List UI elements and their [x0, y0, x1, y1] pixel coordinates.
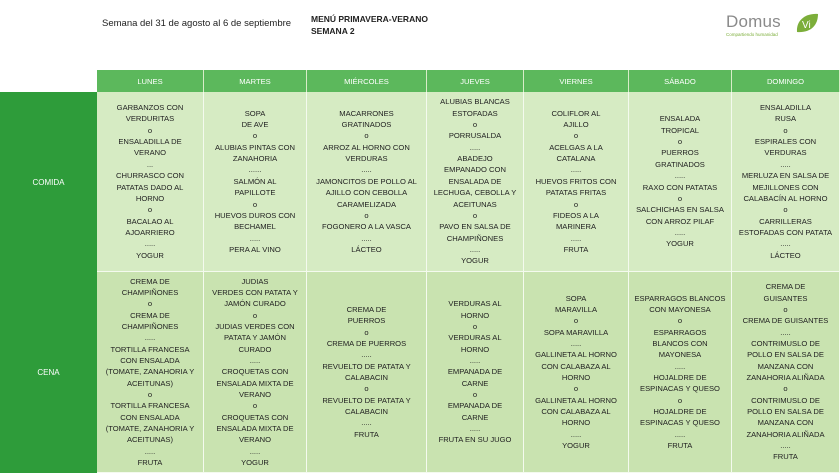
dish-line: CON CALABAZA AL — [541, 361, 611, 371]
logo-wordmark: Domus — [726, 12, 781, 31]
dish-line: CARNE — [461, 378, 489, 388]
dish-line: CREMA DE GUISANTES — [742, 316, 829, 326]
dish-line: o — [573, 199, 579, 209]
dish-line: MANZANA CON — [757, 361, 814, 371]
menu-cell — [732, 92, 840, 272]
dish-line: CHAMPIÑONES — [446, 233, 504, 243]
dish-line: ESPINACAS Y QUESO — [640, 418, 720, 428]
dish-line: CROQUETAS CON — [221, 367, 289, 377]
dish-line: YOGUR — [136, 250, 164, 260]
dish-line: YOGUR — [666, 239, 694, 249]
dish-line: PATATA Y JAMÓN — [224, 333, 286, 343]
menu-cell — [629, 92, 732, 272]
dish-line: POLLO EN SALSA DE — [747, 407, 824, 417]
dish-line: VERDES CON PATATA Y — [212, 287, 298, 297]
dish-line: ..... — [674, 361, 686, 371]
dish-line: BECHAMEL — [234, 222, 276, 232]
dish-line: REVUELTO DE PATATA Y — [322, 395, 411, 405]
domus-logo — [724, 12, 824, 40]
menu-title — [311, 13, 428, 37]
menu-cell — [97, 272, 204, 473]
dish-line: LÁCTEO — [351, 244, 382, 254]
dish-line: ..... — [780, 159, 791, 169]
dish-line: ..... — [570, 165, 582, 175]
dish-line: o — [252, 131, 258, 141]
dish-line: ALUBIAS PINTAS CON — [214, 142, 296, 152]
menu-title-line: MENÚ PRIMAVERA-VERANO — [311, 14, 428, 24]
dish-list — [434, 96, 517, 266]
dish-line: EMPANADO CON — [444, 165, 506, 175]
dish-line: YOGUR — [241, 458, 269, 468]
dish-line: SALCHICHAS EN SALSA — [636, 205, 724, 215]
menu-cell — [427, 272, 524, 473]
dish-line: CON MAYONESA — [649, 304, 711, 314]
dish-line: CREMA DE — [346, 304, 387, 314]
dish-list — [636, 113, 724, 249]
menu-cell — [524, 92, 629, 272]
dish-line: CON ENSALADA — [120, 355, 180, 365]
dish-line: VERANO — [238, 390, 272, 400]
dish-line: ACEITUNAS) — [126, 378, 173, 388]
dish-list — [536, 108, 617, 255]
dish-list — [316, 108, 417, 255]
dish-line: ALUBIAS BLANCAS — [440, 97, 510, 107]
dish-line: ACEITUNAS — [453, 199, 497, 209]
dish-line: CARRILLERAS — [759, 216, 812, 226]
week-range: Semana del 31 de agosto al 6 de septiembre — [102, 18, 292, 29]
dish-line: RUSA — [774, 114, 797, 124]
dish-line: SALMÓN AL — [233, 176, 277, 186]
dish-line: o — [364, 327, 369, 337]
dish-line: ..... — [469, 244, 481, 254]
dish-line: JAMÓN CURADO — [224, 299, 286, 309]
dish-line: ..... — [469, 424, 481, 434]
dish-line: ..... — [361, 418, 372, 428]
dish-line: ENSALADA — [659, 114, 701, 124]
dish-line: HORNO — [561, 373, 591, 382]
dish-line: o — [147, 299, 153, 309]
menu-cell — [97, 92, 204, 272]
dish-line: o — [677, 193, 683, 203]
dish-line: DE AVE — [241, 120, 269, 130]
dish-line: VERDURITAS — [125, 114, 175, 124]
dish-line: MARAVILLA — [554, 304, 598, 314]
day-header: JUEVES — [427, 70, 524, 92]
dish-line: HORNO — [135, 193, 165, 203]
dish-line: MACARRONES — [339, 108, 394, 118]
dish-line: BLANCOS CON — [652, 338, 708, 348]
dish-line: ZANAHORIA ALIÑADA — [746, 373, 825, 382]
dish-line: MANZANA CON — [757, 418, 814, 428]
dish-line: COLIFLOR AL — [551, 108, 601, 118]
dish-line: HORNO — [460, 310, 490, 320]
dish-line: o — [147, 125, 153, 135]
dish-line: PUERROS — [347, 316, 386, 326]
dish-line: o — [364, 384, 369, 394]
dish-line: FRUTA — [667, 441, 693, 451]
dish-line: AJILLO — [563, 120, 589, 130]
dish-line: AJILLO CON CEBOLLA — [325, 188, 408, 198]
dish-line: FRUTA — [354, 429, 379, 439]
dish-line: CURADO — [238, 344, 272, 354]
dish-line: ..... — [570, 338, 582, 348]
dish-line: PAPILLOTE — [234, 188, 276, 198]
dish-line: o — [677, 316, 683, 326]
dish-line: ENSALADA MIXTA DE — [216, 424, 294, 434]
dish-line: JUDIAS VERDES CON — [215, 321, 295, 331]
dish-line: MARINERA — [555, 222, 597, 232]
dish-line: ..... — [780, 239, 791, 249]
dish-line: POLLO EN SALSA DE — [747, 350, 824, 360]
dish-line: CREMA DE — [765, 282, 806, 292]
dish-line: SOPA — [565, 293, 587, 303]
menu-cell — [732, 272, 840, 473]
dish-line: TORTILLA FRANCESA — [110, 344, 190, 354]
dish-line: PATATAS FRITAS — [545, 188, 607, 198]
dish-line: YOGUR — [562, 441, 590, 451]
dish-line: o — [783, 304, 788, 314]
dish-line: PORRUSALDA — [448, 131, 502, 141]
menu-cell — [307, 92, 427, 272]
dish-line: CHAMPIÑONES — [121, 321, 179, 331]
dish-line: CREMA DE — [130, 310, 170, 320]
dish-line: HOJALDRE DE — [653, 407, 707, 417]
dish-line: ..... — [469, 355, 481, 365]
dish-line: ..... — [249, 233, 261, 243]
logo-leaf-icon — [794, 12, 820, 34]
dish-line: o — [147, 390, 153, 400]
dish-line: SOPA MARAVILLA — [543, 327, 609, 337]
dish-line: CARNE — [461, 412, 489, 422]
dish-line: TROPICAL — [661, 125, 699, 135]
dish-line: ..... — [361, 350, 372, 360]
dish-line: CALABACÍN AL HORNO — [743, 193, 828, 203]
dish-list — [743, 281, 829, 463]
dish-line: o — [573, 384, 579, 394]
dish-list — [106, 276, 195, 469]
day-header: MIÉRCOLES — [307, 70, 427, 92]
dish-line: HORNO — [460, 344, 490, 354]
dish-line: RAXO CON PATATAS — [642, 182, 718, 192]
dish-line: FRUTA — [773, 452, 798, 462]
menu-cell — [204, 272, 307, 473]
dish-line: ZANAHORIA — [232, 154, 278, 164]
dish-line: o — [472, 390, 478, 400]
dish-line: VERDURAS — [764, 148, 807, 158]
dish-line: o — [573, 131, 579, 141]
menu-table — [0, 70, 840, 473]
dish-line: HUEVOS DUROS CON — [214, 210, 296, 220]
dish-line: CREMA DE PUERROS — [326, 338, 407, 348]
dish-line: MERLUZA EN SALSA DE — [741, 171, 830, 181]
dish-line: CROQUETAS CON — [221, 412, 289, 422]
dish-line: PATATAS DADO AL — [116, 182, 184, 192]
dish-line: HORNO — [561, 418, 591, 428]
dish-line: PAVO EN SALSA DE — [439, 222, 511, 232]
day-header: MARTES — [204, 70, 307, 92]
dish-line: JAMONCITOS DE POLLO AL — [316, 176, 417, 186]
dish-line: o — [677, 395, 683, 405]
dish-line: ACELGAS A LA — [549, 142, 603, 152]
dish-list — [739, 102, 832, 261]
dish-line: CREMA DE — [130, 276, 170, 286]
dish-line: ..... — [249, 355, 261, 365]
dish-line: YOGUR — [461, 256, 489, 266]
dish-line: ZANAHORIA ALIÑADA — [746, 429, 825, 439]
dish-line: FRUTA — [137, 458, 163, 468]
dish-line: ESPIRALES CON — [754, 137, 817, 147]
dish-line: ENSALADA DE — [448, 176, 502, 186]
dish-line: ESPARRAGOS BLANCOS — [634, 293, 726, 303]
dish-line: ESPARRAGOS — [653, 327, 707, 337]
dish-line: o — [677, 137, 683, 147]
dish-line: JUDIAS — [241, 276, 269, 286]
dish-line: ENSALADILLA DE — [118, 137, 182, 147]
dish-line: CONTRIMUSLO DE — [751, 338, 820, 348]
dish-line: ..... — [361, 165, 372, 175]
dish-line: CON ARROZ PILAF — [645, 216, 715, 226]
dish-line: CHURRASCO CON — [116, 171, 184, 181]
dish-line: ... — [146, 159, 154, 169]
dish-line: ..... — [144, 446, 156, 456]
dish-line: CON ENSALADA — [120, 412, 180, 422]
dish-line: o — [252, 310, 258, 320]
dish-line: SOPA — [244, 108, 266, 118]
day-header: DOMINGO — [732, 70, 840, 92]
day-header: VIERNES — [524, 70, 629, 92]
dish-line: PERA AL VINO — [229, 244, 281, 254]
dish-line: EMPANADA DE — [447, 367, 503, 377]
dish-line: GRATINADOS — [341, 120, 392, 130]
dish-line: GARBANZOS CON — [116, 103, 184, 113]
dish-list — [212, 276, 298, 469]
menu-cell — [427, 92, 524, 272]
dish-line: VERDURAS — [345, 154, 388, 164]
dish-line: ..... — [674, 171, 686, 181]
menu-cell — [629, 272, 732, 473]
dish-line: (TOMATE, ZANAHORIA Y — [105, 367, 195, 377]
dish-list — [322, 304, 410, 440]
dish-line: ..... — [780, 441, 791, 451]
dish-line: ENSALADA MIXTA DE — [216, 378, 294, 388]
dish-line: o — [783, 125, 788, 135]
dish-line: ..... — [144, 333, 156, 343]
dish-line: ..... — [570, 233, 582, 243]
dish-list — [116, 102, 184, 261]
logo-mark-text: Vi — [802, 20, 811, 31]
dish-line: VERANO — [238, 435, 272, 445]
dish-line: FRUTA EN SU JUGO — [438, 435, 512, 445]
table-corner — [0, 70, 97, 92]
dish-line: (TOMATE, ZANAHORIA Y — [105, 424, 195, 434]
menu-cell — [524, 272, 629, 473]
dish-line: AJOARRIERO — [125, 227, 175, 237]
dish-line: ..... — [570, 429, 582, 439]
dish-line: ..... — [361, 233, 372, 243]
dish-line: VERANO — [133, 148, 167, 158]
dish-line: ABADEJO — [457, 154, 493, 164]
dish-line: GUISANTES — [763, 293, 808, 303]
dish-line: o — [783, 384, 788, 394]
dish-line: o — [364, 131, 369, 141]
dish-line: o — [364, 210, 369, 220]
dish-line: ARROZ AL HORNO CON — [323, 142, 410, 152]
dish-line: ACEITUNAS) — [126, 435, 173, 445]
dish-line: CATALANA — [556, 154, 596, 164]
dish-line: BACALAO AL — [126, 216, 174, 226]
dish-line: ESTOFADAS CON PATATA — [738, 227, 833, 237]
dish-line: FIDEOS A LA — [552, 210, 599, 220]
dish-line: ESTOFADAS — [452, 108, 498, 118]
dish-line: FOGONERO A LA VASCA — [322, 222, 411, 232]
dish-line: LECHUGA, CEBOLLA Y — [433, 188, 517, 198]
dish-line: o — [252, 401, 258, 411]
dish-line: CALABACIN — [344, 373, 389, 382]
dish-line: ENSALADILLA — [759, 103, 812, 113]
dish-line: ...... — [248, 165, 262, 175]
dish-line: GRATINADOS — [655, 159, 705, 169]
dish-line: HUEVOS FRITOS CON — [535, 176, 617, 186]
dish-list — [535, 293, 617, 452]
dish-line: FRUTA — [563, 244, 589, 254]
dish-line: o — [147, 205, 153, 215]
dish-line: o — [472, 120, 478, 130]
dish-line: ESPINACAS Y QUESO — [640, 384, 720, 394]
day-header: SÁBADO — [629, 70, 732, 92]
dish-line: EMPANADA DE — [447, 401, 503, 411]
dish-line: HOJALDRE DE — [653, 373, 707, 382]
meal-label: COMIDA — [0, 92, 97, 272]
dish-line: ..... — [469, 142, 481, 152]
menu-cell — [204, 92, 307, 272]
dish-line: MAYONESA — [658, 350, 702, 360]
dish-line: CARAMELIZADA — [336, 199, 397, 209]
dish-line: o — [472, 210, 478, 220]
dish-line: ..... — [674, 429, 686, 439]
dish-line: o — [252, 199, 258, 209]
dish-line: ..... — [144, 239, 156, 249]
dish-line: o — [573, 316, 579, 326]
menu-subtitle-line: SEMANA 2 — [311, 26, 355, 36]
day-header: LUNES — [97, 70, 204, 92]
dish-list — [215, 108, 296, 255]
dish-line: CHAMPIÑONES — [121, 287, 179, 297]
dish-line: REVUELTO DE PATATA Y — [322, 361, 411, 371]
logo-tagline: Compartiendo humanidad — [726, 32, 778, 37]
dish-line: TORTILLA FRANCESA — [110, 401, 190, 411]
dish-line: CONTRIMUSLO DE — [751, 395, 820, 405]
dish-line: GALLINETA AL HORNO — [535, 395, 617, 405]
dish-line: CALABACIN — [344, 407, 389, 417]
dish-line: PUERROS — [661, 148, 699, 158]
menu-cell — [307, 272, 427, 473]
dish-line: GALLINETA AL HORNO — [535, 350, 617, 360]
meal-label: CENA — [0, 272, 97, 473]
dish-list — [439, 298, 512, 445]
dish-line: ..... — [674, 227, 686, 237]
dish-line: ..... — [780, 327, 791, 337]
dish-line: ..... — [249, 446, 261, 456]
dish-line: CON CALABAZA AL — [541, 407, 611, 417]
dish-line: o — [783, 205, 788, 215]
dish-line: LÁCTEO — [770, 250, 801, 260]
dish-line: VERDURAS AL — [448, 333, 502, 343]
dish-list — [634, 293, 725, 452]
dish-line: o — [472, 321, 478, 331]
dish-line: MEJILLONES CON — [752, 182, 819, 192]
dish-line: VERDURAS AL — [448, 299, 502, 309]
